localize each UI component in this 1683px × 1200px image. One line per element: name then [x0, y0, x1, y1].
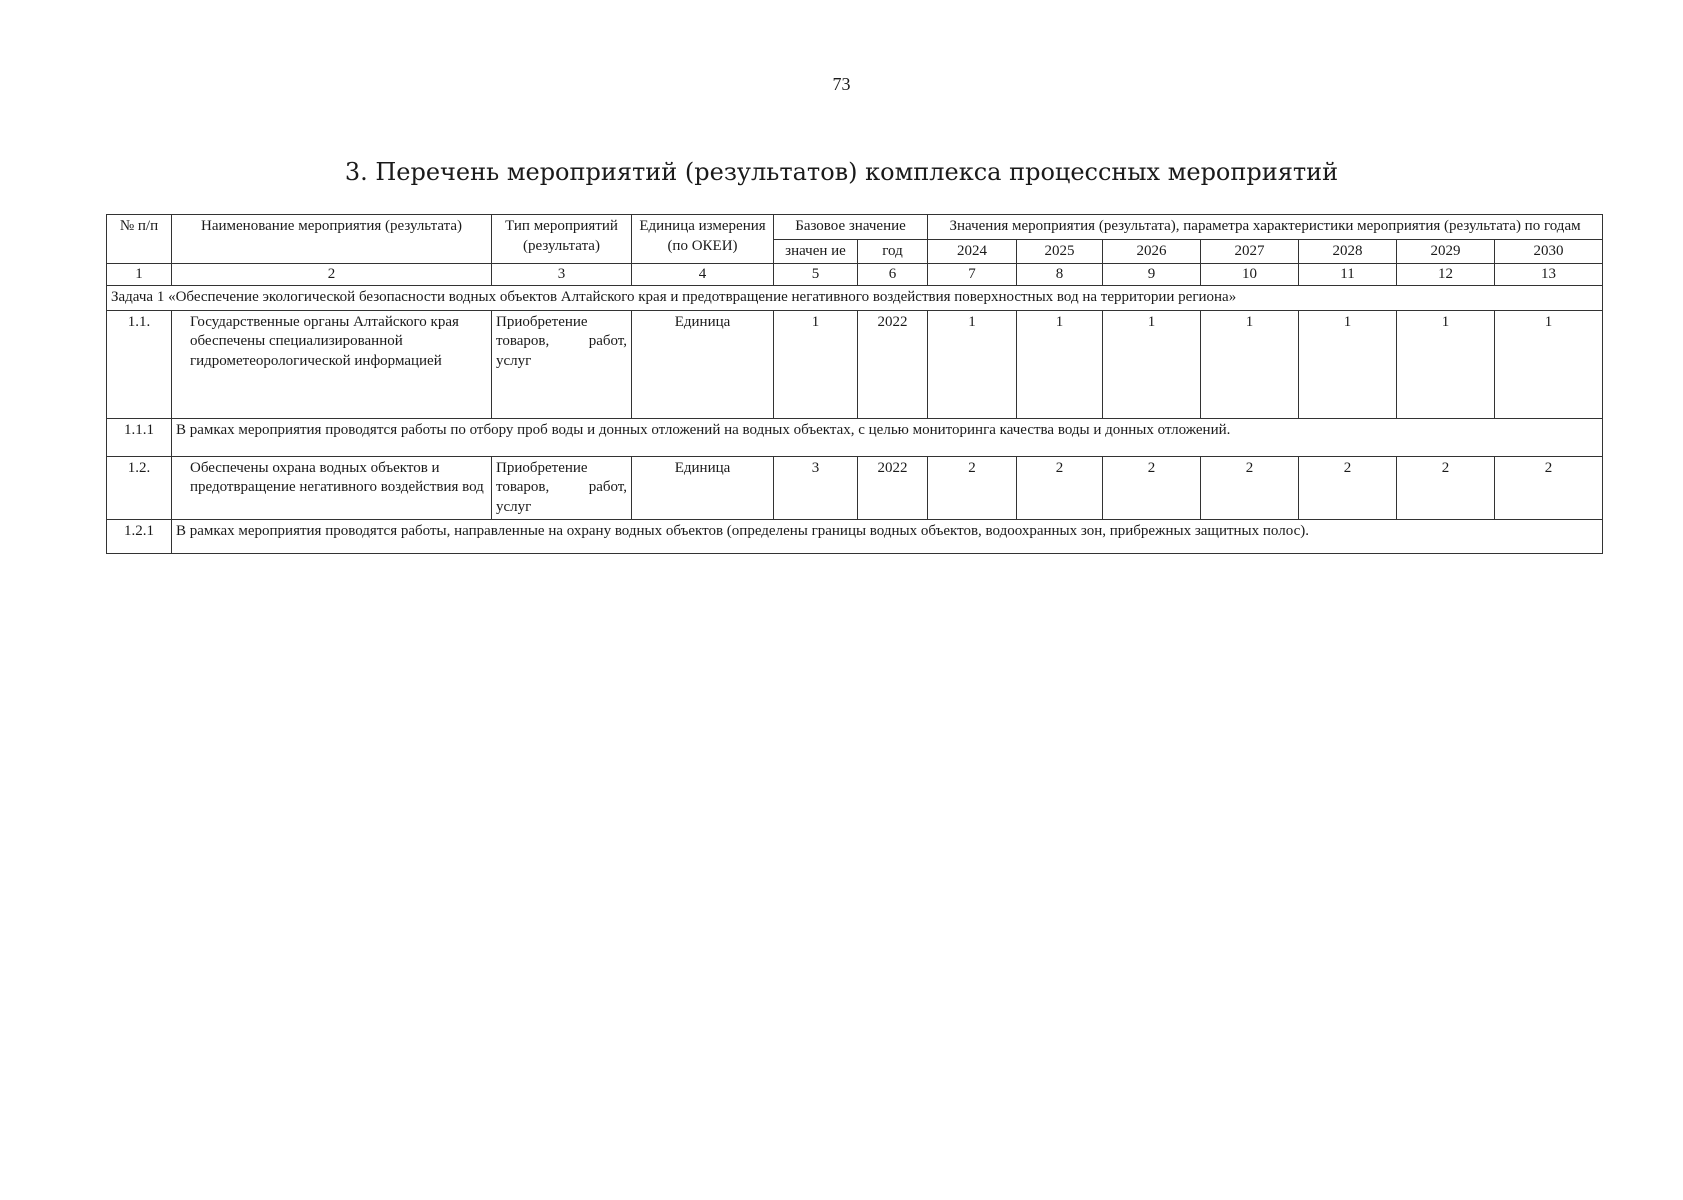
row-unit: Единица: [632, 456, 774, 520]
row-type: Приобретение товаров, работ, услуг: [492, 456, 632, 520]
task-row: [107, 286, 1603, 311]
row-sub-text: В рамках мероприятия проводятся работы по отбору проб воды и донных отложений на водных объектах, с целью мониторинга качества воды и донных отложений.: [172, 418, 1603, 456]
column-number: 2: [172, 264, 492, 286]
column-number: 1: [107, 264, 172, 286]
column-number: 3: [492, 264, 632, 286]
document-title: 3. Перечень мероприятий (результатов) комплекса процессных мероприятий: [344, 158, 1339, 186]
row-base-year: 2022: [858, 310, 928, 418]
header-values-group: Значения мероприятия (результата), параметра характеристики мероприятия (результата) по годам: [928, 215, 1603, 240]
header-year: 2028: [1299, 239, 1397, 264]
row-name: Обеспечены охрана водных объектов и предотвращение негативного воздействия вод: [172, 456, 492, 520]
header-year: 2026: [1103, 239, 1201, 264]
row-base-year: 2022: [858, 456, 928, 520]
header-num: № п/п: [107, 215, 172, 264]
row-value: 1: [1397, 310, 1495, 418]
header-year: 2025: [1017, 239, 1103, 264]
activities-table: [106, 214, 1603, 554]
column-number: 13: [1495, 264, 1603, 286]
column-number: 10: [1201, 264, 1299, 286]
row-value: 2: [928, 456, 1017, 520]
row-value: 1: [1201, 310, 1299, 418]
column-number: 8: [1017, 264, 1103, 286]
row-sub-num: 1.1.1: [107, 418, 172, 456]
header-base-year: год: [858, 239, 928, 264]
row-base-value: 1: [774, 310, 858, 418]
row-value: 2: [1017, 456, 1103, 520]
row-sub-num: 1.2.1: [107, 520, 172, 554]
column-number: 7: [928, 264, 1017, 286]
row-sub-text: В рамках мероприятия проводятся работы, направленные на охрану водных объектов (определены границы водных объектов, водоохранных зон, прибрежных защитных полос).: [172, 520, 1603, 554]
row-num: 1.2.: [107, 456, 172, 520]
row-value: 2: [1495, 456, 1603, 520]
column-number: 5: [774, 264, 858, 286]
header-year: 2027: [1201, 239, 1299, 264]
row-unit: Единица: [632, 310, 774, 418]
column-number: 11: [1299, 264, 1397, 286]
row-value: 1: [1299, 310, 1397, 418]
table-row: [107, 418, 1603, 456]
header-base-value: значен ие: [774, 239, 858, 264]
row-value: 1: [1017, 310, 1103, 418]
column-number: 9: [1103, 264, 1201, 286]
column-number-row: [107, 264, 1603, 286]
header-row-1: [107, 215, 1603, 240]
row-value: 1: [928, 310, 1017, 418]
header-unit: Единица измерения (по ОКЕИ): [632, 215, 774, 264]
header-name: Наименование мероприятия (результата): [172, 215, 492, 264]
row-value: 1: [1103, 310, 1201, 418]
row-value: 1: [1495, 310, 1603, 418]
row-value: 2: [1299, 456, 1397, 520]
table-row: [107, 520, 1603, 554]
header-base: Базовое значение: [774, 215, 928, 240]
header-year: 2024: [928, 239, 1017, 264]
row-value: 2: [1103, 456, 1201, 520]
row-num: 1.1.: [107, 310, 172, 418]
page-number: 73: [832, 74, 851, 94]
column-number: 4: [632, 264, 774, 286]
task-title: Задача 1 «Обеспечение экологической безопасности водных объектов Алтайского края и предотвращение негативного воздействия поверхностных вод на территории региона»: [107, 286, 1603, 311]
header-year: 2029: [1397, 239, 1495, 264]
row-value: 2: [1201, 456, 1299, 520]
row-base-value: 3: [774, 456, 858, 520]
table-row: [107, 456, 1603, 520]
row-name: Государственные органы Алтайского края обеспечены специализированной гидрометеорологической информацией: [172, 310, 492, 418]
column-number: 6: [858, 264, 928, 286]
row-type: Приобретение товаров, работ, услуг: [492, 310, 632, 418]
table-row: [107, 310, 1603, 418]
header-year: 2030: [1495, 239, 1603, 264]
column-number: 12: [1397, 264, 1495, 286]
row-value: 2: [1397, 456, 1495, 520]
header-type: Тип мероприятий (результата): [492, 215, 632, 264]
